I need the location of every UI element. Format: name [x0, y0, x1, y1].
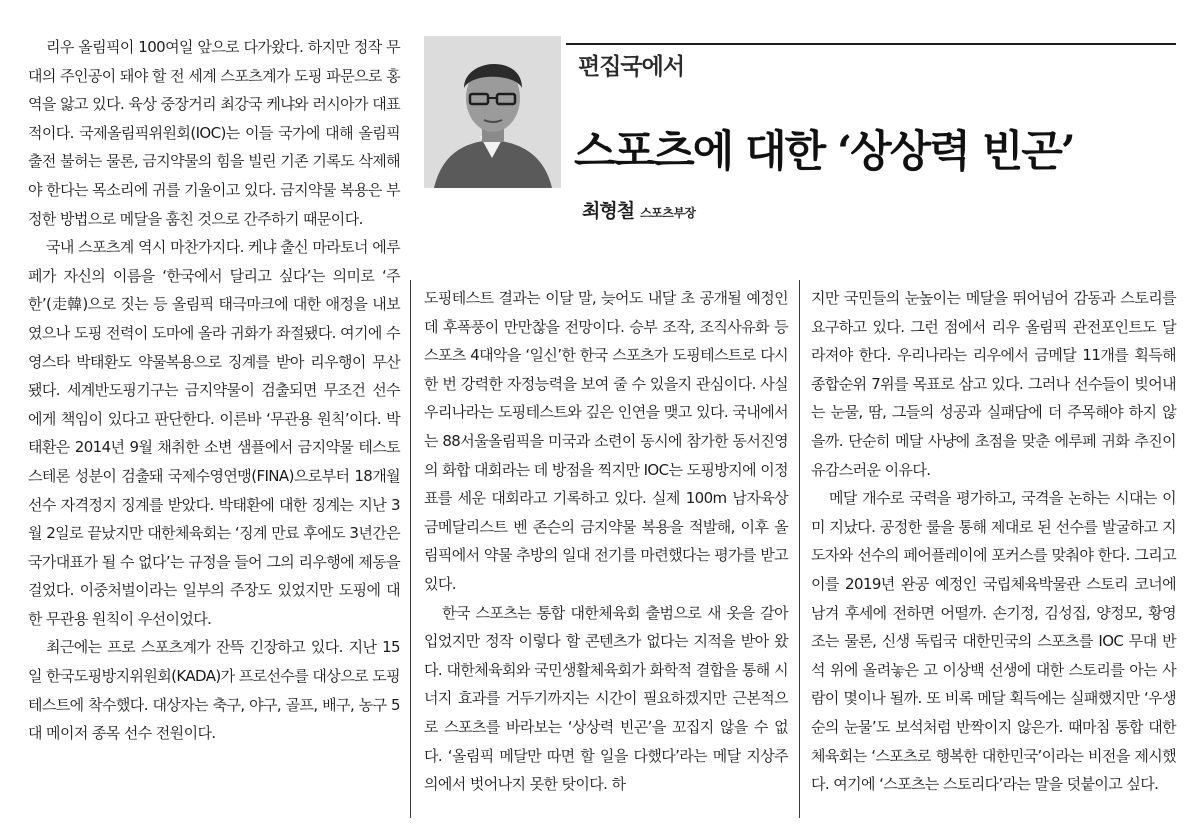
headline: 스포츠에 대한 ‘상상력 빈곤’: [574, 127, 1074, 177]
paragraph: 최근에는 프로 스포츠계가 잔뜩 긴장하고 있다. 지난 15일 한국도핑방지위원회(KADA)가 프로선수를 대상으로 도핑테스트에 착수했다. 대상자는 축구, 야구, 골프, 배구, 농구 5대 메이저 종목 선수 전원이다.: [28, 638, 400, 743]
byline-name: 최형철: [582, 200, 635, 222]
column-divider: [410, 280, 411, 818]
author-photo: [424, 36, 561, 188]
author-portrait-icon: [424, 36, 561, 188]
byline-title: 스포츠부장: [640, 206, 696, 220]
paragraph: 국내 스포츠계 역시 마찬가지다. 케냐 출신 마라토너 에루페가 자신의 이름을 ‘한국에서 달리고 싶다’는 의미로 ‘주한’(走韓)으로 짓는 등 올림픽 태극마크에 대한 애정을 내보였으나 도핑 전력이 도마에 올라 귀화가 좌절됐다. 여기에 수영스타 박태환도 약물복용으로 징계를 받아 리우행이 무산됐다. 세계반도핑기구는 금지약물이 검출되면 무조건 선수에게 책임이 있다고 판단한다. 이른바 ‘무관용 원칙’이다. 박태환은 2014년 9월 채취한 소변 샘플에서 금지약물 테스토스테론 성분이 검출돼 국제수영연맹(FINA)으로부터 18개월 선수 자격정지 징계를 받았다. 박태환에 대한 징계는 지난 3월 2일로 끝났지만 대한체육회는 ‘징계 만료 후에도 3년간은 국가대표가 될 수 없다’는 규정을 들어 그의 리우행에 제동을 걸었다. 이중처벌이라는 일부의 주장도 있었지만 도핑에 대한 무관용 원칙이 우선이었다.: [28, 238, 400, 628]
header-rule: [566, 43, 1176, 45]
column-divider: [799, 280, 800, 818]
paragraph: 지만 국민들의 눈높이는 메달을 뛰어넘어 감동과 스토리를 요구하고 있다. 그런 점에서 리우 올림픽 관전포인트도 달라져야 한다. 우리나라는 리우에서 금메달 11개를 획득해 종합순위 7위를 목표로 삼고 있다. 그러나 선수들이 빚어내는 눈물, 땀, 그들의 성공과 실패담에 더 주목해야 하지 않을까. 단순히 메달 사냥에 초점을 맞춘 에루페 귀화 추진이 유감스러운 이유다.: [811, 289, 1176, 479]
article-column-3: [811, 284, 1176, 799]
paragraph: 도핑테스트 결과는 이달 말, 늦어도 내달 초 공개될 예정인데 후폭풍이 만만찮을 전망이다. 승부 조작, 조직사유화 등 스포츠 4대악을 ‘일신’한 한국 스포츠가 도핑테스트로 다시 한 번 강력한 자정능력을 보여 줄 수 있을지 관심이다. 사실 우리나라는 도핑테스트와 깊은 인연을 맺고 있다. 국내에서는 88서울올림픽을 미국과 소련이 동시에 참가한 동서진영의 화합 대회라는 데 방점을 찍지만 IOC는 도핑방지에 이정표를 세운 대회라고 기록하고 있다. 실제 100m 남자육상 금메달리스트 벤 존슨의 금지약물 복용을 적발해, 이후 올림픽에서 약물 추방의 일대 전기를 마련했다는 평가를 받고 있다.: [424, 289, 788, 593]
article-column-2: [424, 284, 788, 799]
paragraph: 한국 스포츠는 통합 대한체육회 출범으로 새 옷을 갈아입었지만 정작 이렇다 할 콘텐츠가 없다는 지적을 받아 왔다. 대한체육회와 국민생활체육회가 화학적 결합을 통해 시너지 효과를 거두기까지는 시간이 필요하겠지만 근본적으로 스포츠를 바라보는 ‘상상력 빈곤’을 꼬집지 않을 수 없다. ‘올림픽 메달만 따면 할 일을 다했다’라는 메달 지상주의에서 벗어나지 못한 탓이다. 하: [424, 603, 788, 794]
section-label: 편집국에서: [578, 54, 685, 80]
paragraph: 리우 올림픽이 100여일 앞으로 다가왔다. 하지만 정작 무대의 주인공이 돼야 할 전 세계 스포츠계가 도핑 파문으로 홍역을 앓고 있다. 육상 중장거리 최강국 케냐와 러시아가 대표적이다. 국제올림픽위원회(IOC)는 이들 국가에 대해 올림픽 출전 불허는 물론, 금지약물의 힘을 빌린 기존 기록도 삭제해야 한다는 목소리에 귀를 기울이고 있다. 금지약물 복용은 부정한 방법으로 메달을 훔친 것으로 간주하기 때문이다.: [28, 38, 400, 228]
article-column-1: [28, 33, 400, 748]
byline: [582, 196, 696, 223]
paragraph: 메달 개수로 국력을 평가하고, 국격을 논하는 시대는 이미 지났다. 공정한 룰을 통해 제대로 된 선수를 발굴하고 지도자와 선수의 페어플레이에 포커스를 맞춰야 한다. 그리고 이를 2019년 완공 예정인 국립체육박물관 스토리 코너에 남겨 후세에 전하면 어떨까. 손기정, 김성집, 양정모, 황영조는 물론, 신생 독립국 대한민국의 스포츠를 IOC 무대 반석 위에 올려놓은 고 이상백 선생에 대한 스토리를 아는 사람이 몇이나 될까. 또 비록 메달 획득에는 실패했지만 ‘우생순의 눈물’도 보석처럼 반짝이지 않은가. 때마침 통합 대한체육회는 ‘스포츠로 행복한 대한민국’이라는 비전을 제시했다. 여기에 ‘스포츠는 스토리다’라는 말을 덧붙이고 싶다.: [811, 489, 1176, 794]
